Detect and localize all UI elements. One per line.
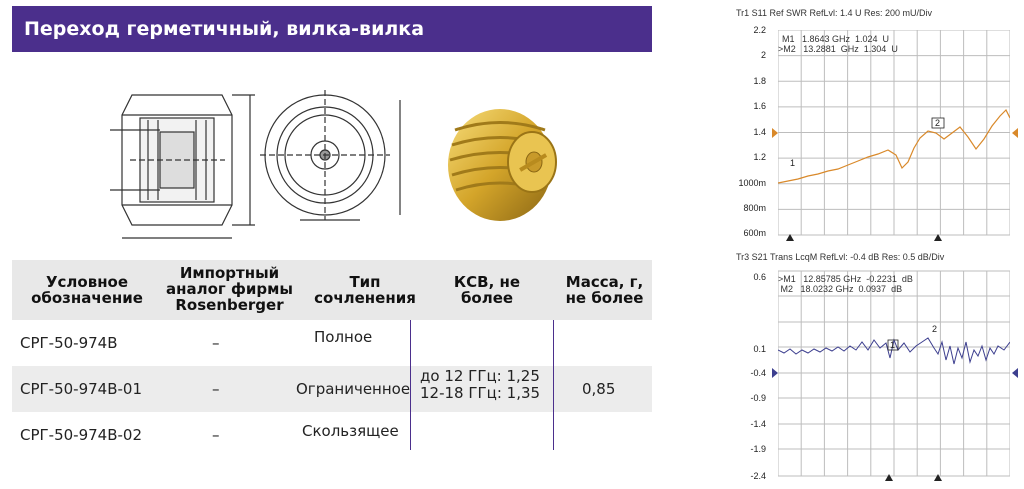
s11-swr-plot: [728, 0, 1024, 245]
s11-plot-area: [778, 30, 1010, 236]
connector-photo: [448, 109, 556, 221]
table-header: [12, 260, 652, 320]
marker-triangle: [934, 234, 942, 241]
cell-analog: –: [212, 426, 220, 444]
cell-type: Скользящее: [302, 422, 399, 440]
y-tick: 1.2: [753, 152, 766, 162]
table-row: [12, 320, 652, 366]
y-tick: 0.1: [753, 344, 766, 354]
marker-triangle: [885, 474, 893, 481]
y-tick: 800m: [743, 203, 766, 213]
column-divider: [553, 320, 554, 450]
vswr-line-1: до 12 ГГц: 1,25: [420, 367, 540, 385]
s21-plot-area: [778, 270, 1010, 478]
y-tick: 1.4: [753, 127, 766, 137]
vswr-line-2: 12-18 ГГц: 1,35: [420, 384, 541, 402]
ref-level-arrow-right: [1012, 368, 1018, 378]
marker-readout: >M2 13.2881 GHz 1.304 U: [778, 44, 898, 54]
cell-name: СРГ-50-974В: [20, 334, 118, 352]
y-tick: 2: [760, 50, 766, 60]
table-row: [12, 412, 652, 458]
header-mass: Масса, г, не более: [565, 273, 644, 307]
side-view-drawing: [110, 95, 255, 238]
y-tick: -0.9: [750, 393, 766, 403]
cell-type: Ограниченное: [296, 380, 411, 398]
marker-triangle: [786, 234, 794, 241]
y-tick: -1.9: [750, 444, 766, 454]
s21-transmission-plot: [728, 246, 1024, 489]
marker-readout: M1 1.8643 GHz 1.024 U: [782, 34, 890, 44]
header-vswr: КСВ, не более: [453, 273, 521, 307]
y-tick: 1.6: [753, 101, 766, 111]
header-mating: Тип сочленения: [314, 273, 416, 307]
y-tick: -1.4: [750, 419, 766, 429]
header-analog: Импортный аналог фирмы Rosenberger: [166, 264, 293, 314]
y-tick: -0.4: [750, 368, 766, 378]
marker-label: 2: [935, 118, 941, 128]
cell-analog: –: [212, 334, 220, 352]
marker-readout: >M1 12.85785 GHz -0.2231 dB: [778, 274, 913, 284]
front-view-drawing: [260, 90, 400, 220]
plot-header: Tr3 S21 Trans LcqM RefLvl: -0.4 dB Res: 0.5 dB/Div: [736, 252, 945, 262]
mass-value: 0,85: [582, 380, 616, 398]
column-divider: [410, 320, 411, 450]
marker-label: 1: [890, 340, 896, 350]
y-tick: 0.6: [753, 272, 766, 282]
cell-name: СРГ-50-974В-02: [20, 426, 142, 444]
header-designation: Условное обозначение: [31, 273, 143, 307]
page-title: Переход герметичный, вилка-вилка: [12, 6, 652, 52]
plot-header: Tr1 S11 Ref SWR RefLvl: 1.4 U Res: 200 mU/Div: [736, 8, 933, 18]
marker-readout: M2 18.0232 GHz 0.0937 dB: [778, 284, 903, 294]
marker-label: 1: [790, 158, 796, 168]
y-tick: 1000m: [738, 178, 766, 188]
table-row: [12, 366, 652, 412]
marker-label: 2: [932, 324, 938, 334]
cell-analog: –: [212, 380, 220, 398]
y-tick: -2.4: [750, 471, 766, 481]
marker-triangle: [934, 474, 942, 481]
ref-level-arrow-right: [1012, 128, 1018, 138]
cell-type: Полное: [314, 328, 373, 346]
y-tick: 2.2: [753, 25, 766, 35]
y-tick: 600m: [743, 228, 766, 238]
ref-level-arrow-left: [772, 368, 778, 378]
connector-drawings: [100, 70, 660, 250]
y-tick: 1.8: [753, 76, 766, 86]
ref-level-arrow-left: [772, 128, 778, 138]
cell-name: СРГ-50-974В-01: [20, 380, 142, 398]
